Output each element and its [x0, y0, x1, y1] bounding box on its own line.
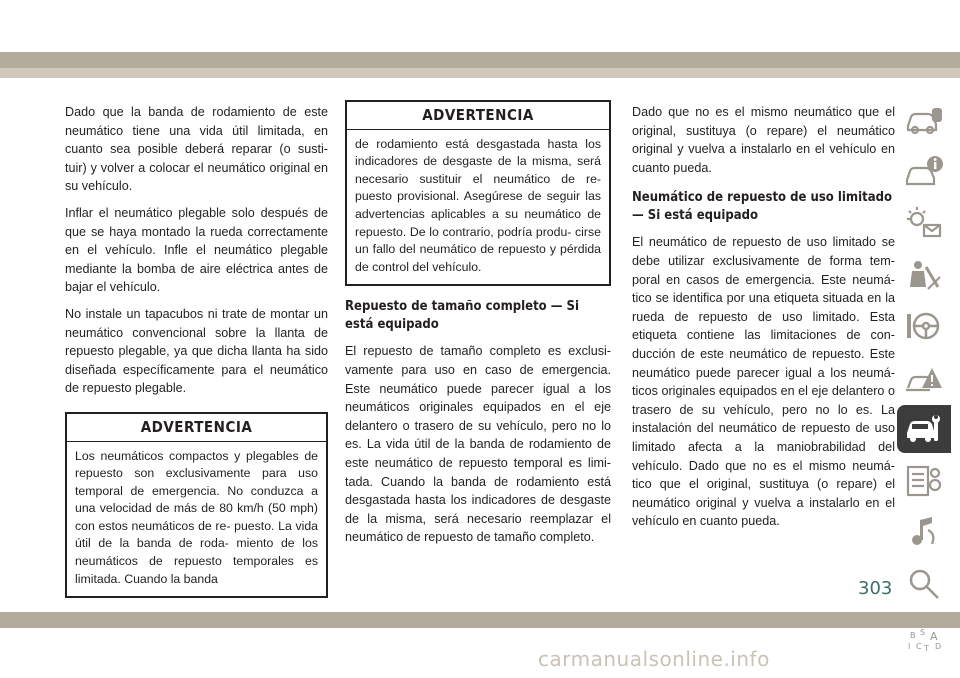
- paragraph: Dado que no es el mismo neumático que el original, sustituya (o repare) el neumático original y vuelva a instalarlo en el vehículo en cuanto pueda.: [632, 105, 895, 175]
- paragraph: Dado que la banda de rodamiento de este neumático tiene una vida útil limitada, en cuanto sea posible deberá reparar (o susti- tuir) y volver a colocar el neumático original en su vehículo.: [65, 105, 328, 194]
- multimedia-music-icon: [904, 514, 944, 550]
- paragraph: El neumático de repuesto de uso limitado se debe utilizar exclusivamente de forma tem- poral en casos de emergencia. Este neumá- tico se identifica por una etiqueta situada en la rueda de repuesto de uso limitado. Esta etiqueta contiene las limitaciones de con- ducción de este neumático de repuesto. Este neumático puede parecer igual a los neumá- ticos originales equipados en el eje delantero o trasero de su vehículo, pero no lo es. La instalación del neumático de repuesto de uso limitado afecta a la maniobrabilidad del vehículo. Dado que no es el mismo neumá- tico que el original, sustituya (o repare) el neumático original y vuelva a instalarlo en el vehículo en cuanto pueda.: [632, 235, 895, 529]
- steering-wheel-icon: [904, 308, 944, 344]
- paragraph: El repuesto de tamaño completo es exclusi- vamente para uso en caso de emergencia. Este neumático puede parecer igual a los neumáticos originales equipados en el eje delantero o trasero de su vehículo, pero no lo es. La vida útil de la banda de rodamiento de este neumático de repuesto temporal es limi- tada. Cuando la banda de rodamiento está desgastada hasta los indicadores de desgaste de la misma, será necesario reemplazar el neumático de repuesto de tamaño completo.: [345, 344, 611, 545]
- tab-technical-specifications[interactable]: [897, 457, 951, 505]
- search-magnifier-icon: [904, 566, 944, 602]
- warning-title: ADVERTENCIA: [347, 100, 609, 130]
- index-letter: A: [930, 630, 938, 643]
- car-info-icon: [904, 154, 944, 190]
- section-heading: Repuesto de tamaño completo — Si está equipado: [345, 299, 579, 333]
- column-3: [632, 103, 895, 539]
- seatbelt-airbag-icon: [904, 257, 944, 293]
- warning-box: [65, 412, 328, 598]
- chapter-tabs: [897, 96, 960, 663]
- index-letter: S: [920, 628, 926, 637]
- column-1: [65, 103, 328, 598]
- page-number: 303: [858, 578, 893, 599]
- paragraph: Inflar el neumático plegable solo después de que se haya montado la rueda correctamente en el vehículo. Infle el neumático plegable mediante la bomba de aire eléctrica antes de bajar el vehículo.: [65, 205, 328, 295]
- column-2: [345, 103, 611, 555]
- header-band: [0, 52, 960, 68]
- warning-text: Los neumáticos compactos y plegables de repuesto son exclusivamente para uso temporal de emergencia. No conduzca a una velocidad de más de 80 km/h (50 mph) con estos neumáticos de re- puesto. La vida útil de la banda de roda- miento de los neumáticos de repuesto temporales es limitada. Cuando la banda: [75, 448, 318, 586]
- car-key-icon: [904, 102, 944, 138]
- footer-band: [0, 612, 960, 628]
- warning-title: ADVERTENCIA: [67, 414, 326, 442]
- index-letter: T: [924, 644, 929, 653]
- warning-text: de rodamiento está desgastada hasta los indicadores de desgaste de la misma, será necesario sustituir el neumático de re- puesto provisional. Asegúrese de seguir las advertencias aplicables a su neumático de repuesto. De lo contrario, podría produ- cirse un fallo del neumático de repuesto y pérdida de control del vehículo.: [355, 136, 601, 274]
- header-band-lower: [0, 68, 960, 78]
- tab-starting-operating[interactable]: [897, 302, 951, 350]
- tab-multimedia[interactable]: [897, 508, 951, 556]
- section-heading: Neumático de repuesto de uso limitado — Si está equipado: [632, 190, 893, 224]
- tab-warning-lights[interactable]: [897, 199, 951, 247]
- tab-in-case-of-emergency[interactable]: [897, 354, 951, 402]
- roadside-hazard-icon: [904, 360, 944, 396]
- index-letter: C: [916, 642, 922, 651]
- warning-box-continued: [345, 100, 611, 286]
- tab-servicing-maintenance[interactable]: [897, 405, 951, 453]
- tab-getting-to-know-instrument-panel[interactable]: [897, 148, 951, 196]
- index-letter: D: [935, 642, 942, 651]
- tab-customer-assistance[interactable]: [897, 560, 951, 608]
- maintenance-checklist-icon: [904, 463, 944, 499]
- paragraph: No instale un tapacubos ni trate de montar un neumático convencional sobre la llanta de repuesto plegable, ya que dicha llanta ha sido diseñada específicamente para el neumático de repuesto plegable.: [65, 306, 328, 396]
- tab-getting-to-know-vehicle[interactable]: [897, 96, 951, 144]
- tab-safety[interactable]: [897, 251, 951, 299]
- index-letter: I: [908, 642, 911, 651]
- car-wrench-icon: [904, 411, 944, 447]
- warning-lights-message-icon: [904, 205, 944, 241]
- watermark: carmanualsonline.info: [538, 647, 770, 671]
- index-letter: B: [910, 631, 916, 640]
